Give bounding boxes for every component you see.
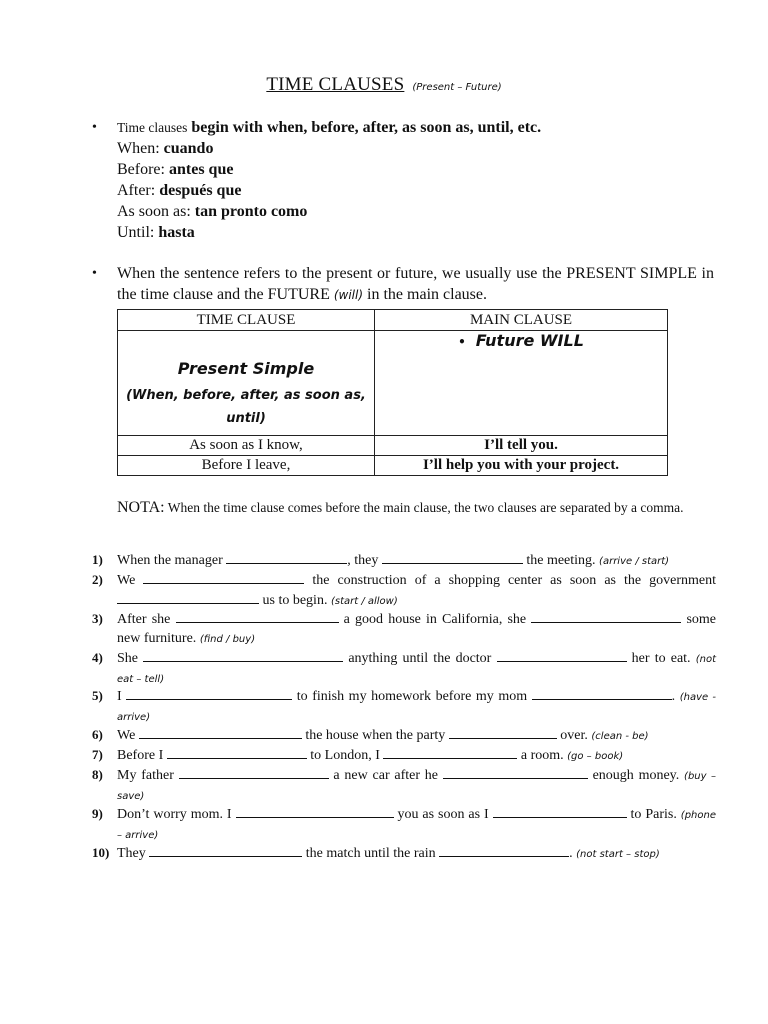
nota-text: When the time clause comes before the main clause, the two clauses are separated by a comma. (164, 500, 684, 515)
answer-blank[interactable] (126, 686, 292, 700)
translation-en: As soon as: (117, 203, 195, 220)
table-row (118, 436, 668, 456)
exercise-text: the construction of a shopping center as soon as the government (304, 573, 716, 588)
translation-es: tan pronto como (194, 203, 308, 220)
answer-blank[interactable] (493, 804, 627, 818)
exercise-text: . (569, 846, 577, 861)
bullet-icon: • (92, 266, 97, 281)
answer-blank[interactable] (532, 686, 672, 700)
page-title (0, 74, 768, 96)
exercise-text: the house when the party (301, 728, 449, 743)
answer-blank[interactable] (236, 804, 394, 818)
usage-text-b: in the main clause. (363, 286, 487, 303)
exercise-text: When the manager (117, 553, 227, 568)
translation-row (117, 201, 717, 222)
answer-blank[interactable] (449, 725, 557, 739)
verb-hint: (clean - be) (591, 731, 649, 742)
exercise-text: , they (347, 553, 382, 568)
exercise-number: 3) (92, 611, 103, 626)
answer-blank[interactable] (179, 765, 329, 779)
present-simple-connectors: (When, before, after, as soon as, until) (126, 388, 366, 426)
exercise-number: 7) (92, 747, 103, 762)
future-will-cell (375, 331, 668, 436)
answer-blank[interactable] (497, 648, 627, 662)
title-main: TIME CLAUSES (266, 74, 405, 95)
answer-blank[interactable] (143, 570, 304, 584)
intro-small: Time clauses (117, 120, 188, 135)
answer-blank[interactable] (117, 590, 259, 604)
exercise-text: the meeting. (522, 553, 600, 568)
exercise-text: I (117, 689, 127, 704)
exercise-number: 8) (92, 767, 103, 782)
answer-blank[interactable] (149, 843, 302, 857)
exercise-text: Don’t worry mom. I (117, 807, 236, 822)
answer-blank[interactable] (167, 745, 307, 759)
verb-hint: (have - arrive) (117, 692, 717, 723)
verb-hint: (go – book) (567, 751, 624, 762)
exercise-number: 5) (92, 688, 103, 703)
exercise-number: 4) (92, 650, 103, 665)
translation-en: When: (117, 140, 164, 157)
exercise-text: to London, I (306, 748, 384, 763)
exercise-number: 6) (92, 727, 103, 742)
translation-row (117, 222, 717, 243)
intro-rest: begin with when, before, after, as soon as, until, etc. (187, 119, 542, 136)
table-cell-main-clause: I’ll tell you. (375, 436, 668, 456)
table-row (118, 456, 668, 476)
present-simple-cell (118, 331, 375, 436)
bullet-icon: • (92, 120, 97, 135)
translation-en: Before: (117, 161, 169, 178)
clauses-table (117, 309, 668, 476)
nota-note (117, 498, 715, 518)
exercise-number: 9) (92, 806, 103, 821)
translation-en: After: (117, 182, 160, 199)
exercise-text: a room. (517, 748, 568, 763)
answer-blank[interactable] (139, 725, 302, 739)
exercise-text: My father (117, 768, 179, 783)
nota-label: NOTA: (117, 499, 165, 516)
bullet-icon: • (458, 335, 466, 349)
usage-hint: (will) (333, 288, 364, 302)
verb-hint: (arrive / start) (599, 556, 670, 567)
exercise-number: 2) (92, 572, 103, 587)
exercise-text: to Paris. (626, 807, 681, 822)
exercise-text: a good house in California, she (338, 612, 532, 627)
verb-hint: (start / allow) (330, 596, 398, 607)
answer-blank[interactable] (382, 550, 523, 564)
exercise-text: Before I (117, 748, 167, 763)
exercise-text: anything until the doctor (343, 651, 497, 666)
translation-es: antes que (168, 161, 234, 178)
translation-row (117, 159, 717, 180)
translation-row (117, 138, 717, 159)
exercise-text: We (117, 728, 139, 743)
verb-hint: (phone – arrive) (117, 810, 716, 841)
exercise-text: her to eat. (626, 651, 696, 666)
exercise-text: She (117, 651, 144, 666)
exercise-text: to finish my homework before my mom (292, 689, 532, 704)
translation-es: después que (159, 182, 242, 199)
translation-en: Until: (117, 224, 159, 241)
table-header-main-clause: MAIN CLAUSE (375, 310, 668, 331)
exercise-text: They (117, 846, 150, 861)
exercise-number: 10) (92, 845, 110, 860)
present-simple-title: Present Simple (177, 359, 315, 378)
exercise-text: some new furniture. (117, 612, 717, 646)
exercise-text: over. (556, 728, 592, 743)
exercise-text: the match until the rain (302, 846, 440, 861)
usage-explanation (117, 263, 714, 306)
exercise-text: . (671, 689, 680, 704)
answer-blank[interactable] (383, 745, 517, 759)
table-cell-main-clause: I’ll help you with your project. (375, 456, 668, 476)
verb-hint: (not eat – tell) (117, 654, 717, 685)
time-clauses-intro (117, 117, 717, 243)
exercise-text: After she (117, 612, 176, 627)
translation-es: hasta (158, 224, 195, 241)
answer-blank[interactable] (531, 609, 681, 623)
exercise-text: We (117, 573, 144, 588)
table-cell-time-clause: Before I leave, (118, 456, 375, 476)
verb-hint: (not start – stop) (576, 849, 660, 860)
exercise-text: you as soon as I (393, 807, 493, 822)
answer-blank[interactable] (143, 648, 343, 662)
answer-blank[interactable] (176, 609, 339, 623)
exercise-number: 1) (92, 552, 103, 567)
verb-hint: (buy – save) (117, 771, 717, 802)
table-header-time-clause: TIME CLAUSE (118, 310, 375, 331)
table-cell-time-clause: As soon as I know, (118, 436, 375, 456)
answer-blank[interactable] (439, 843, 569, 857)
answer-blank[interactable] (443, 765, 588, 779)
future-will-title: Future WILL (475, 331, 584, 350)
exercise-text: us to begin. (259, 593, 331, 608)
translation-row (117, 180, 717, 201)
exercise-text: enough money. (587, 768, 685, 783)
title-subtitle: (Present – Future) (412, 82, 502, 93)
answer-blank[interactable] (226, 550, 347, 564)
usage-text-a: When the sentence refers to the present or future, we usually use the PRESENT SIMPLE in the time clause and the FUTURE (117, 265, 714, 303)
translation-es: cuando (163, 140, 214, 157)
exercise-text: a new car after he (328, 768, 443, 783)
verb-hint: (find / buy) (199, 634, 256, 645)
